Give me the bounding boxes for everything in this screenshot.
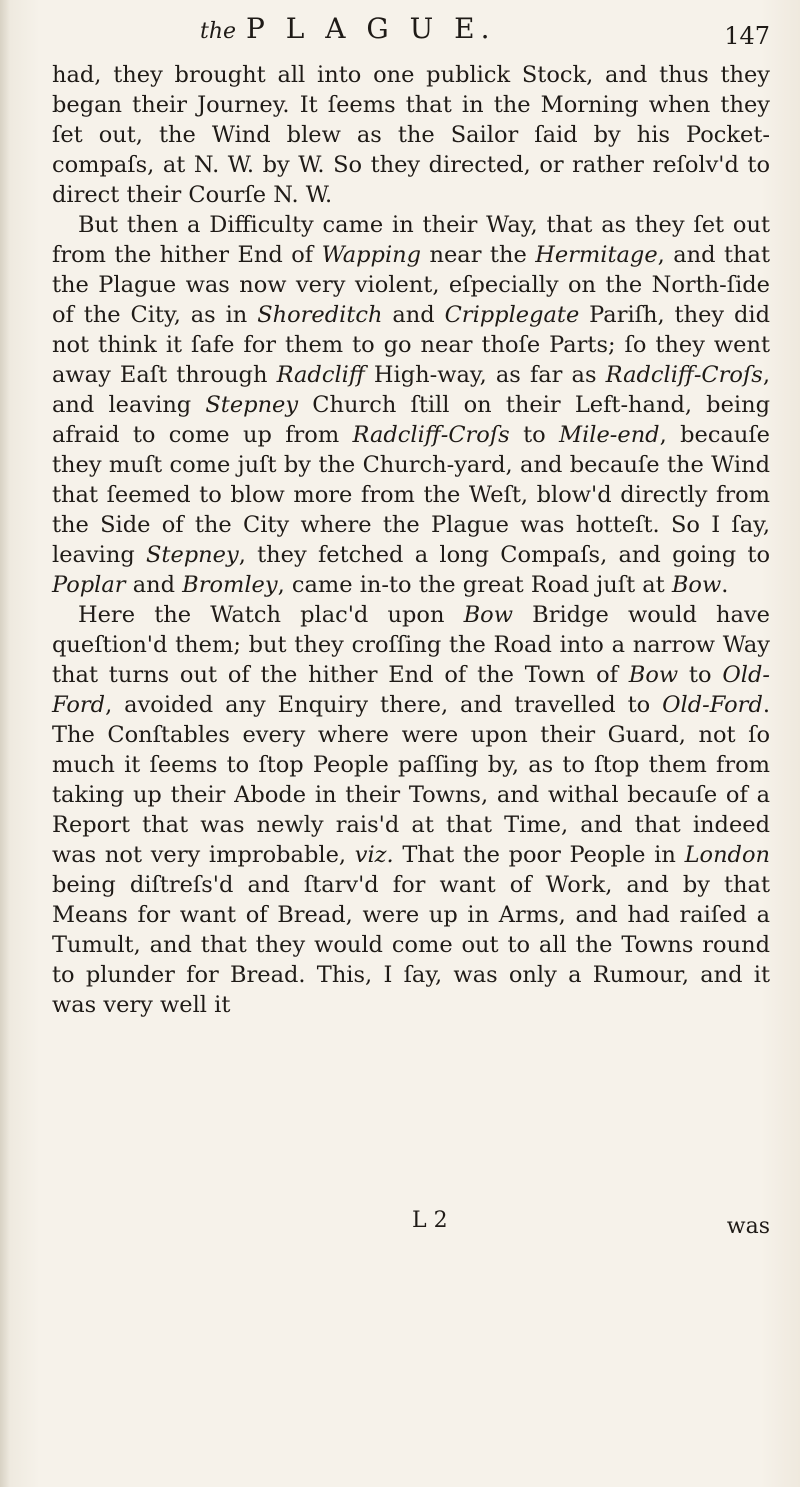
text-run: near the (421, 242, 536, 268)
catchword: was (726, 1214, 770, 1239)
text-run: . The Conſtables every where were upon their Guard, not ſo much it ſeems to ſtop People paſſing by, as to ſtop them from taking up their Abode in their Towns, and withal becauſe of a Report that was newly rais'd at that Time, and that indeed was not very improbable, (52, 692, 770, 868)
text-run: to (509, 422, 560, 448)
paragraph-2 (52, 210, 770, 600)
text-run: to (678, 662, 723, 688)
paragraph-1 (52, 60, 770, 210)
page-number: 147 (724, 22, 770, 50)
italic-name: Hermitage (535, 242, 658, 268)
text-run: . (721, 572, 729, 598)
text-run: , and that the Plague was now very violent, eſpecially on the North-ſide of the City, as in (52, 242, 770, 328)
italic-name: Stepney (205, 392, 299, 418)
page-footer (52, 1208, 770, 1248)
running-title-article: the (200, 19, 237, 44)
text-run: had, they brought all into one publick Stock, and thus they began their Journey. It ſeems that in the Morning when they ſet out, the Wind blew as the Sailor ſaid by his Pocket-compaſs, at N. W. by W. So they directed, or rather reſolv'd to direct their Courſe N. W. (52, 62, 770, 208)
italic-name: Bow (671, 572, 722, 598)
italic-name: Radcliff-Croſs (605, 362, 763, 388)
text-run: Here the Watch plac'd upon (78, 602, 464, 628)
text-run: being diſtreſs'd and ſtarv'd for want of Work, and by that Means for want of Bread, were up in Arms, and had raiſed a Tumult, and that they would come out to all the Towns round to plunder for Bread. This, I ſay, was only a Rumour, and it was very well it (52, 872, 770, 1018)
text-run: , avoided any Enquiry there, and travelled to (105, 692, 663, 718)
scan-edge-shadow (0, 0, 10, 1487)
italic-name: Bow (463, 602, 513, 628)
italic-name: Radcliff-Croſs (352, 422, 510, 448)
text-run: That the poor People in (393, 842, 685, 868)
italic-name: Cripplegate (444, 302, 580, 328)
text-run: But then a Difficulty came in their Way, that as they ſet out from the hither End of (52, 212, 770, 268)
running-head (40, 8, 780, 58)
text-run: , and leaving (52, 362, 770, 418)
italic-name: Poplar (52, 572, 126, 598)
text-run: and (382, 302, 445, 328)
italic-name: viz. (354, 842, 394, 868)
text-run: Pariſh, they did not think it ſafe for them to go near thoſe Parts; ſo they went away Eaſt through (52, 302, 770, 388)
text-run: High-way, as far as (364, 362, 606, 388)
text-run: Bridge would have queſtion'd them; but they croſſing the Road into a narrow Way that turns out of the hither End of the Town of (52, 602, 770, 688)
italic-name: London (684, 842, 770, 868)
running-title-word: P L A G U E. (246, 12, 496, 45)
italic-name: Wapping (321, 242, 422, 268)
text-run: Church ſtill on their Left-hand, being afraid to come up from (52, 392, 770, 448)
italic-name: Bromley (182, 572, 278, 598)
italic-name: Stepney (146, 542, 239, 568)
italic-name: Old-Ford (662, 692, 763, 718)
text-run: , came in-to the great Road juſt at (277, 572, 672, 598)
italic-name: Mile-end (559, 422, 660, 448)
text-run: , becauſe they muſt come juſt by the Church-yard, and becauſe the Wind that ſeemed to blow more from the Weſt, blow'd directly from the Side of the City where the Plague was hotteſt. So I ſay, leaving (52, 422, 770, 568)
body-text (52, 60, 770, 1020)
italic-name: Shoreditch (257, 302, 383, 328)
italic-name: Bow (628, 662, 679, 688)
text-run: and (125, 572, 183, 598)
running-title (200, 12, 496, 45)
italic-name: Radcliff (276, 362, 365, 388)
signature-mark: L 2 (412, 1208, 448, 1233)
paragraph-3 (52, 600, 770, 1020)
text-run: , they fetched a long Compaſs, and going to (238, 542, 770, 568)
italic-name: Old-Ford (52, 662, 770, 718)
